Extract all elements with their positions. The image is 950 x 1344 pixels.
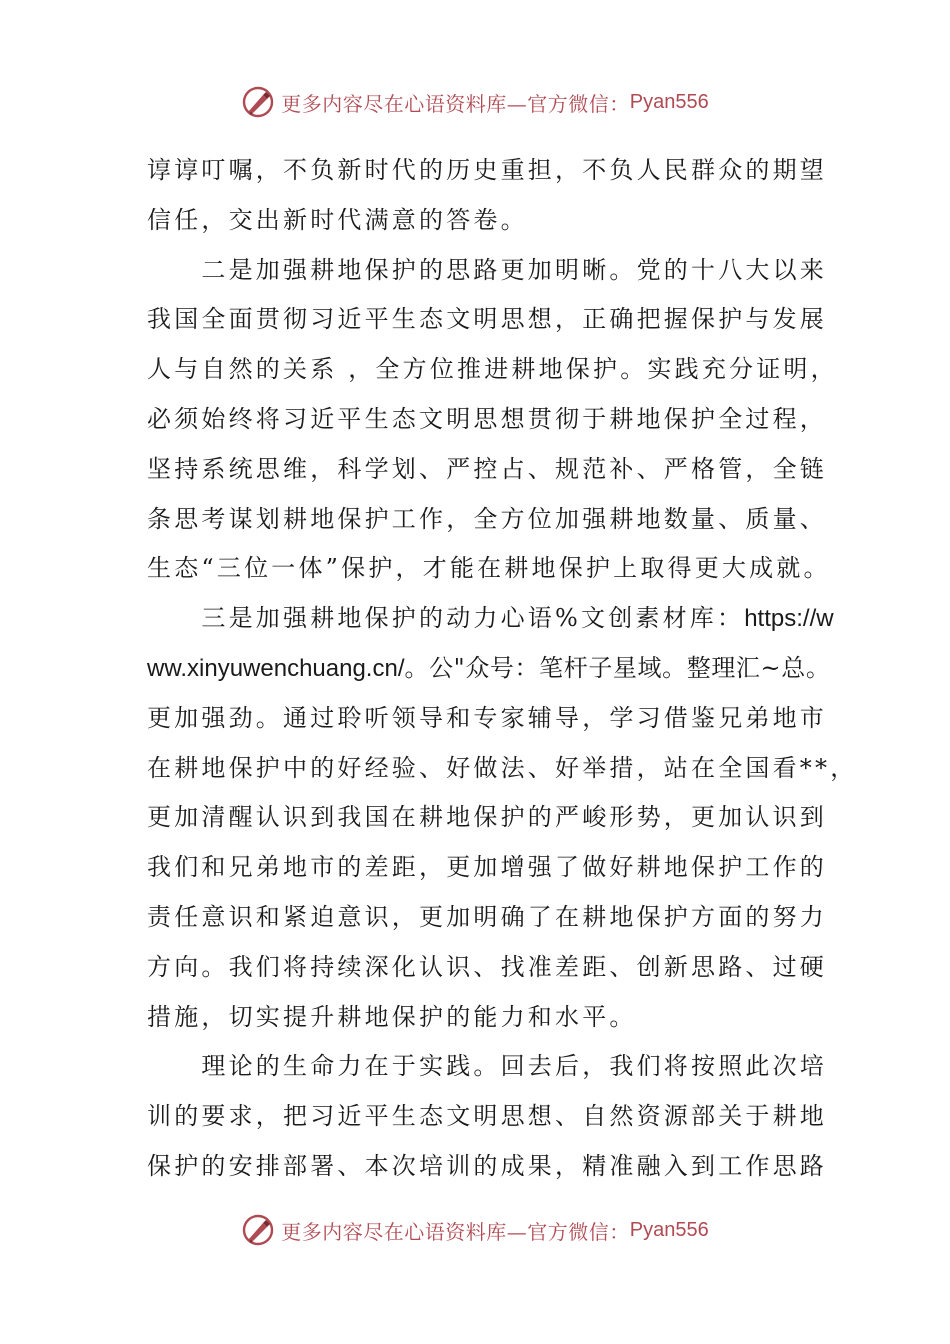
body-text: 责任意识和紧迫意识，更加明确了在耕地保护方面的努力 [147, 902, 827, 931]
text-line [147, 843, 827, 893]
text-line [147, 993, 807, 1043]
body-text: 我们和兄弟地市的差距，更加增强了做好耕地保护工作的 [147, 853, 827, 882]
text-line [147, 943, 827, 993]
text-line [147, 893, 827, 943]
text-line [147, 295, 827, 345]
text-line [147, 395, 827, 445]
body-text: 必须始终将习近平生态文明思想贯彻于耕地保护全过程， [147, 404, 827, 433]
watermark-handle: Pyan556 [629, 1218, 709, 1241]
footer-watermark [0, 1210, 950, 1250]
text-line [147, 744, 858, 794]
watermark-handle: Pyan556 [629, 90, 709, 113]
body-text: 信任，交出新时代满意的答卷。 [147, 205, 528, 234]
url-text: https://w [744, 605, 834, 633]
body-text: 谆谆叮嘱，不负新时代的历史重担，不负人民群众的期望 [147, 156, 827, 184]
body-text: 更加清醒认识到我国在耕地保护的严峻形势，更加认识到 [147, 803, 827, 832]
watermark-text: 更多内容尽在心语资料库—官方微信： [281, 91, 630, 116]
body-text: 三是加强耕地保护的动力心语%文创素材库： [147, 604, 745, 633]
text-line [147, 345, 838, 395]
body-text: 生态“三位一体”保护，才能在耕地保护上取得更大成就。 [147, 554, 831, 583]
body-text: 方向。我们将持续深化认识、找准差距、创新思路、过硬 [147, 952, 827, 981]
text-line [147, 246, 827, 296]
watermark-text: 更多内容尽在心语资料库—官方微信： [281, 1219, 630, 1244]
text-line [147, 644, 831, 694]
text-line [147, 544, 831, 594]
url-text: ww.xinyuwenchuang.cn/ [147, 654, 405, 682]
body-text: 更加强劲。通过聆听领导和专家辅导，学习借鉴兄弟地市 [147, 703, 827, 732]
pen-logo-icon [241, 1213, 275, 1247]
text-line [147, 1092, 827, 1142]
body-text: 坚持系统思维，科学划、严控占、规范补、严格管，全链 [147, 454, 827, 483]
text-line [147, 196, 807, 246]
text-line [147, 1142, 827, 1192]
pen-logo-icon [241, 85, 275, 119]
body-text: 在耕地保护中的好经验、好做法、好举措，站在全国看**， [147, 753, 858, 782]
body-text: 。公"众号：笔杆子星域。整理汇~总。 [404, 653, 831, 682]
document-body [147, 146, 858, 1192]
body-text: 条思考谋划耕地保护工作，全方位加强耕地数量、质量、 [147, 504, 827, 533]
text-line [147, 146, 827, 196]
header-watermark [0, 82, 950, 122]
body-text: 二是加强耕地保护的思路更加明晰。党的十八大以来 [147, 255, 827, 284]
text-line [147, 594, 834, 644]
body-text: 理论的生命力在于实践。回去后，我们将按照此次培 [147, 1052, 827, 1081]
text-line [147, 793, 827, 843]
body-text: 保护的安排部署、本次培训的成果，精准融入到工作思路 [147, 1151, 827, 1180]
body-text: 人与自然的关系 ，全方位推进耕地保护。实践充分证明， [147, 355, 838, 384]
text-line [147, 1042, 827, 1092]
text-line [147, 445, 827, 495]
body-text: 训的要求，把习近平生态文明思想、自然资源部关于耕地 [147, 1102, 827, 1131]
text-line [147, 495, 827, 545]
body-text: 我国全面贯彻习近平生态文明思想，正确把握保护与发展 [147, 305, 827, 334]
text-line [147, 694, 827, 744]
body-text: 措施，切实提升耕地保护的能力和水平。 [147, 1002, 637, 1031]
